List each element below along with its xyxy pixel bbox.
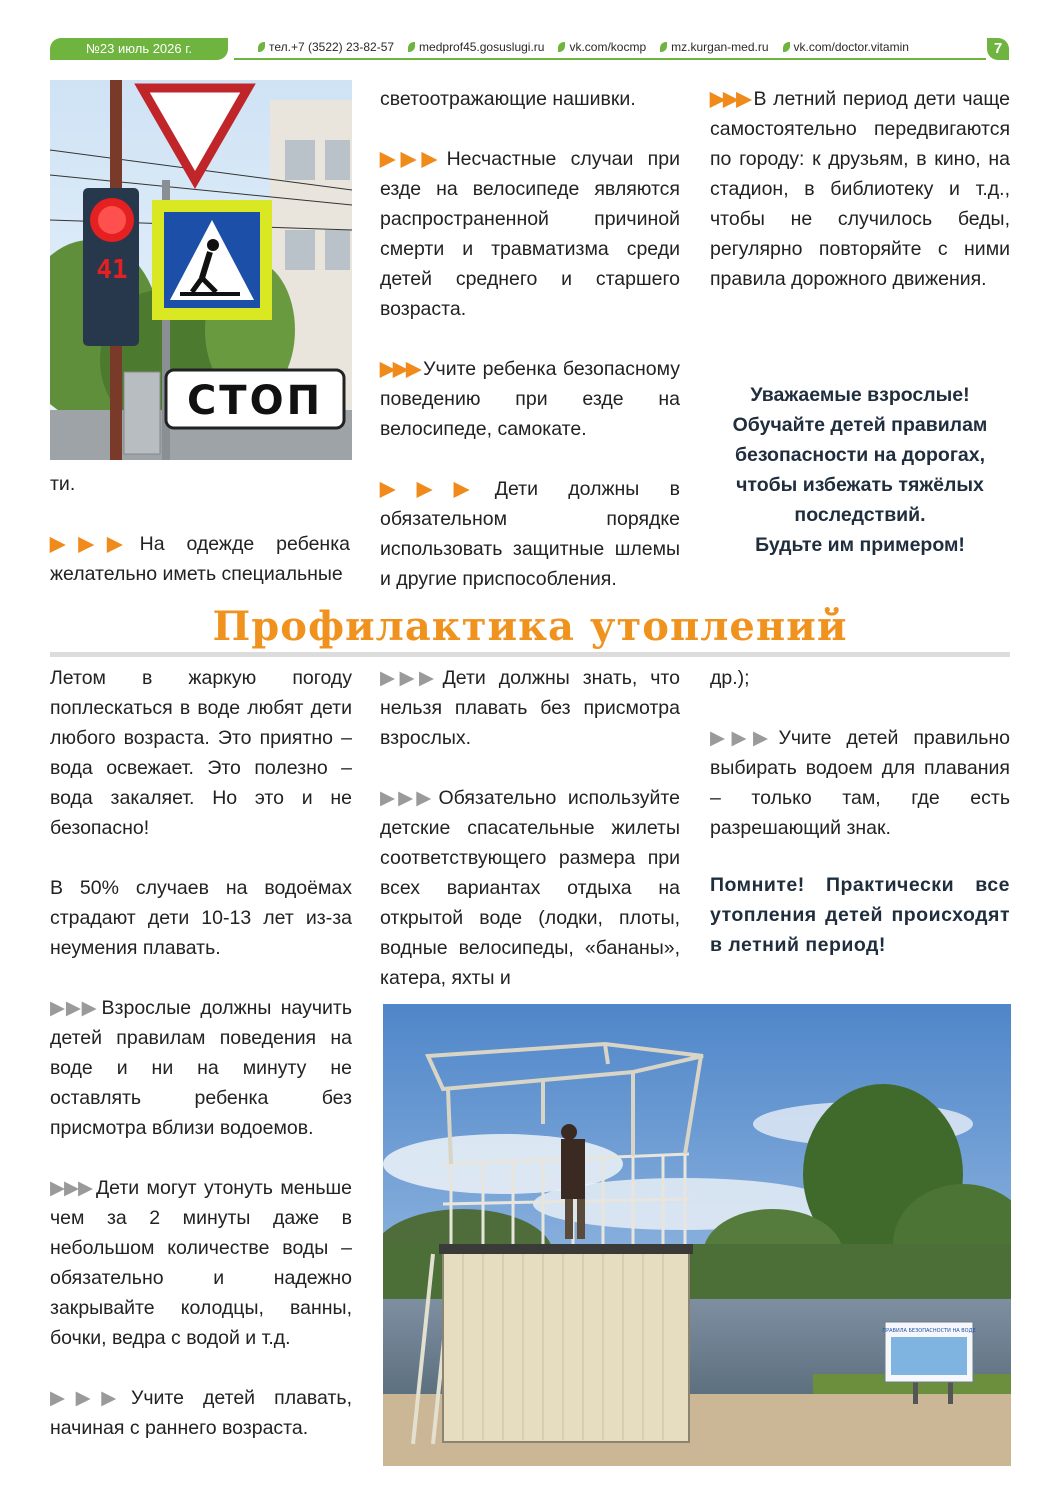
contact-ministry-text[interactable]: mz.kurgan-med.ru [671, 40, 769, 54]
triple-arrow-icon: ▶▶▶ [50, 997, 98, 1019]
top-column-3 [710, 84, 1010, 294]
paragraph [380, 354, 680, 444]
section-column-2 [380, 663, 680, 993]
triple-arrow-icon: ▶▶▶ [380, 667, 439, 689]
paragraph [50, 529, 350, 589]
stop-sign-text: СТОП [186, 378, 324, 424]
contact-vk-text[interactable]: vk.com/kocmp [569, 40, 647, 54]
triple-arrow-icon: ▶▶▶ [50, 1177, 92, 1199]
paragraph [380, 84, 680, 114]
paragraph-text: светоотражающие нашивки. [380, 88, 636, 110]
contact-vk-vitamin[interactable] [783, 38, 909, 56]
contact-vk[interactable] [558, 38, 646, 56]
leaf-icon [660, 42, 667, 52]
paragraph [50, 469, 350, 499]
contact-phone [258, 38, 394, 56]
triple-arrow-icon: ▶▶▶ [380, 478, 491, 500]
paragraph-text: Взрослые должны научить детей правилам поведения на воде и ни на минуту не оставлять ребенка без присмотра вблизи водоемов. [50, 997, 352, 1139]
triple-arrow-icon: ▶▶▶ [380, 148, 443, 170]
contact-site-text[interactable]: medprof45.gosuslugi.ru [419, 40, 545, 54]
section-title: Профилактика утоплений [212, 603, 848, 650]
paragraph-text: Несчастные случаи при езде на велосипеде являются распространенной причиной смерти и травматизма среди детей среднего и старшего возраста. [380, 148, 680, 320]
leaf-icon [558, 42, 565, 52]
paragraph-text: Учите ребенка безопасному поведению при езде на велосипеде, самокате. [380, 358, 680, 440]
contact-site[interactable] [408, 38, 544, 56]
traffic-light-counter: 41 [96, 255, 128, 285]
paragraph [710, 84, 1010, 294]
leaf-icon [408, 42, 415, 52]
paragraph [50, 873, 352, 963]
adults-appeal [705, 380, 1015, 560]
paragraph-text: др.); [710, 667, 750, 689]
paragraph [380, 663, 680, 753]
paragraph-text: Дети должны знать, что нельзя плавать без присмотра взрослых. [380, 667, 680, 749]
contact-strip [258, 38, 909, 56]
top-column-1 [50, 469, 350, 589]
paragraph [380, 474, 680, 594]
paragraph [50, 993, 352, 1143]
paragraph-text: Учите детей плавать, начиная с раннего возраста. [50, 1387, 352, 1439]
triple-arrow-icon: ▶▶▶ [380, 787, 435, 809]
paragraph-text: Дети могут утонуть меньше чем за 2 минуты даже в небольшом количестве воды – обязательно и надежно закрывайте колодцы, ванны, бочки, ведра с водой и т.д. [50, 1177, 352, 1349]
paragraph [710, 723, 1010, 843]
paragraph [50, 1173, 352, 1353]
contact-vk-vitamin-text[interactable]: vk.com/doctor.vitamin [793, 40, 909, 54]
contact-ministry[interactable] [660, 38, 768, 56]
lifeguard-tower-photo [383, 1004, 1011, 1466]
issue-badge: №23 июль 2026 г. [50, 38, 228, 60]
triple-arrow-icon: ▶▶▶ [710, 88, 750, 110]
triple-arrow-icon: ▶▶▶ [710, 727, 775, 749]
section-title-underline [50, 652, 1010, 657]
paragraph-text: В летний период дети чаще самостоятельно передвигаются по городу: к друзьям, в кино, на стадион, в библиотеку и т.д., чтобы не случилось беды, регулярно повторяйте с ними правила дорожного движения. [710, 88, 1010, 290]
traffic-signs-photo [50, 80, 352, 460]
triple-arrow-icon: ▶▶▶ [50, 533, 136, 555]
paragraph-text: Обязательно используйте детские спасательные жилеты соответствующего размера при всех вариантах отдыха на открытой воде (лодки, плоты, водные велосипеды, «бананы», катера, яхты и [380, 787, 680, 989]
paragraph [50, 1383, 352, 1443]
page-number: 7 [987, 38, 1009, 60]
paragraph-text: Летом в жаркую погоду поплескаться в воде любят дети любого возраста. Это приятно – вода освежает. Это полезно – вода закаляет. Но это и не безопасно! [50, 667, 352, 839]
leaf-icon [258, 42, 265, 52]
appeal-closing: Будьте им примером! [755, 534, 965, 556]
traffic-signs-illustration [50, 80, 352, 460]
appeal-heading: Уважаемые взрослые! [750, 384, 970, 406]
drowning-reminder: Помните! Практически все утопления детей происходят в летний период! [710, 874, 1010, 956]
paragraph-text: Дети должны в обязательном порядке использовать защитные шлемы и другие приспособления. [380, 478, 680, 590]
lifeguard-tower-illustration [383, 1004, 1011, 1466]
paragraph-text: В 50% случаев на водоёмах страдают дети 10-13 лет из-за неумения плавать. [50, 877, 352, 959]
triple-arrow-icon: ▶▶▶ [50, 1387, 127, 1409]
paragraph [380, 783, 680, 993]
paragraph-text: Учите детей правильно выбирать водоем для плавания – только там, где есть разрешающий знак. [710, 727, 1010, 839]
paragraph [50, 663, 352, 843]
header-divider [234, 58, 986, 60]
section-column-1 [50, 663, 352, 1443]
contact-phone-text: тел.+7 (3522) 23-82-57 [269, 40, 395, 54]
top-column-2 [380, 84, 680, 594]
leaf-icon [783, 42, 790, 52]
paragraph-text: ти. [50, 473, 76, 495]
paragraph-text: На одежде ребенка желательно иметь специальные [50, 533, 350, 585]
board-caption: ПРАВИЛА БЕЗОПАСНОСТИ НА ВОДЕ [882, 1328, 976, 1334]
section-column-3 [710, 663, 1010, 843]
paragraph [380, 144, 680, 324]
paragraph [710, 663, 1010, 693]
triple-arrow-icon: ▶▶▶ [380, 358, 420, 380]
appeal-body: Обучайте детей правилам безопасности на дорогах, чтобы избежать тяжёлых последствий. [732, 414, 988, 526]
